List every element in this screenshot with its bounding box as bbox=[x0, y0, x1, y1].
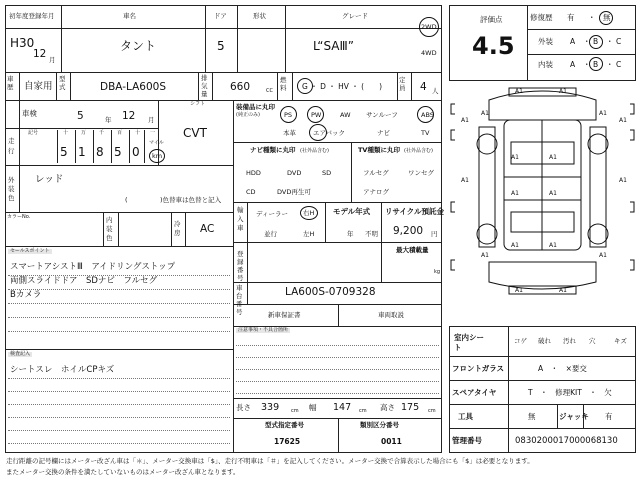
grade-option: ・ bbox=[583, 60, 591, 69]
shift-value: CVT bbox=[183, 126, 207, 140]
model-label: 型式 bbox=[59, 75, 66, 91]
notes-line bbox=[236, 357, 439, 358]
seat-item: 穴 bbox=[589, 337, 596, 345]
car-name-label: 車名 bbox=[123, 12, 136, 20]
length-label: 長さ bbox=[236, 403, 251, 412]
length-unit: cm bbox=[291, 408, 299, 414]
damage-mark: A1 bbox=[599, 252, 607, 259]
grade-option: ・ bbox=[606, 60, 614, 69]
damage-mark: A1 bbox=[461, 177, 469, 184]
km-unit: km bbox=[152, 152, 163, 160]
inspector-text: シートスレ ホイルCPキズ bbox=[10, 365, 115, 375]
damage-mark: A1 bbox=[515, 88, 523, 95]
mileage-digit: 8 bbox=[96, 145, 104, 159]
tv-sub: (社外品含む) bbox=[404, 148, 433, 154]
inspector-line bbox=[8, 378, 230, 379]
inspector-line bbox=[8, 404, 230, 405]
equipment-item: エアバック bbox=[313, 129, 345, 137]
mileage-divider bbox=[111, 130, 112, 163]
car-name: タント bbox=[120, 39, 157, 53]
color-note: ( )色替車は色替と記入 bbox=[125, 196, 222, 204]
navi-item: DVD再生可 bbox=[277, 188, 311, 196]
equipment-item: ABS bbox=[421, 111, 434, 119]
car-damage-diagram bbox=[449, 82, 636, 322]
tools-label: 工具 bbox=[458, 412, 473, 421]
grade-option: C bbox=[616, 37, 622, 46]
mileage-divider bbox=[144, 130, 145, 163]
drive-2wd: 2WD bbox=[421, 23, 437, 31]
registration-label: 登録番号 bbox=[237, 250, 244, 282]
recycle-yen: 円 bbox=[431, 230, 438, 238]
score-value: 4.5 bbox=[472, 32, 515, 60]
spare-value: T ・ 修理KIT ・ 欠 bbox=[528, 388, 612, 397]
inspection-year-unit: 年 bbox=[105, 116, 112, 124]
mileage-unit-header: 百 bbox=[117, 130, 123, 136]
equipment-item: AW bbox=[340, 111, 351, 119]
mileage-digit: 0 bbox=[132, 145, 140, 159]
sales-line bbox=[8, 303, 230, 304]
damage-mark: A1 bbox=[559, 88, 567, 95]
interior-color-label: 内装色 bbox=[106, 216, 113, 242]
recycle-amount: 9,200 bbox=[393, 225, 424, 237]
first-reg-month: 12 bbox=[33, 48, 47, 60]
shape-label: 形状 bbox=[253, 12, 266, 20]
height-value: 175 bbox=[401, 402, 420, 413]
windshield-value: A ・ ×要交 bbox=[538, 364, 587, 373]
inspector-line bbox=[8, 417, 230, 418]
tv-item: アナログ bbox=[363, 188, 389, 196]
color-code-label: カラーNo. bbox=[7, 214, 31, 220]
import-label: 輸入車 bbox=[237, 206, 244, 232]
import-right-handle: 右H bbox=[303, 209, 315, 217]
damage-mark: A1 bbox=[549, 242, 557, 249]
score-label: 評価点 bbox=[480, 15, 503, 24]
designation-value: 17625 bbox=[274, 437, 301, 446]
mileage-unit-header: 十 bbox=[135, 130, 141, 136]
first-reg-label: 初年度登録年月 bbox=[9, 12, 55, 20]
capacity: 4 bbox=[420, 81, 427, 93]
inspector-line bbox=[8, 430, 230, 431]
grade-option: C bbox=[616, 60, 622, 69]
model: DBA-LA600S bbox=[100, 81, 167, 93]
payload-kg: kg bbox=[434, 269, 441, 275]
model-year-label: モデル年式 bbox=[333, 207, 371, 216]
sales-point-text: スマートアシストⅢ アイドリングストップ bbox=[10, 262, 176, 272]
equipment-item: サンルーフ bbox=[366, 111, 398, 119]
interior-grade-label: 内装 bbox=[538, 60, 553, 69]
model-year-unknown: 不明 bbox=[365, 230, 378, 238]
repair-option: ・ bbox=[588, 13, 596, 22]
notes-line bbox=[236, 369, 439, 370]
inspector-line bbox=[8, 391, 230, 392]
mileage-divider bbox=[129, 130, 130, 163]
mileage-divider bbox=[93, 130, 94, 163]
mileage-unit-header: 一 bbox=[150, 130, 156, 136]
drive-4wd: 4WD bbox=[421, 49, 437, 57]
windshield-label: フロントガラス bbox=[452, 364, 505, 373]
first-reg-year: H30 bbox=[10, 36, 35, 50]
damage-mark: A1 bbox=[619, 177, 627, 184]
grade-option: B bbox=[593, 37, 599, 46]
grade-option: A bbox=[570, 37, 576, 46]
damage-mark: A1 bbox=[559, 287, 567, 294]
repair-option: 無 bbox=[603, 13, 611, 22]
navi-label: ナビ種類に丸印 bbox=[250, 146, 296, 154]
mileage-divider bbox=[75, 130, 76, 163]
seat-item: 汚れ bbox=[563, 337, 576, 345]
interior-seat-label: 室内シート bbox=[454, 333, 484, 352]
damage-mark: A1 bbox=[515, 287, 523, 294]
class-label: 車歴 bbox=[7, 75, 14, 91]
doc-warranty: 新車保証書 bbox=[268, 311, 301, 319]
exterior-label: 外装色 bbox=[8, 176, 15, 202]
repair-none-circle bbox=[599, 11, 613, 25]
spare-label: スペアタイヤ bbox=[452, 388, 497, 397]
mile-unit: マイル bbox=[149, 140, 164, 146]
ac-value: AC bbox=[200, 223, 215, 235]
tv-item: ワンセグ bbox=[408, 169, 434, 177]
width-unit: cm bbox=[359, 408, 367, 414]
tools-value: 無 bbox=[528, 412, 536, 421]
notes-line bbox=[236, 345, 439, 346]
chassis-number: LA600S-0709328 bbox=[285, 286, 376, 298]
equipment-label: 装備品に丸印 bbox=[236, 103, 275, 111]
damage-mark: A1 bbox=[511, 242, 519, 249]
notes-line bbox=[236, 381, 439, 382]
inspection-month-unit: 月 bbox=[148, 116, 155, 124]
doc-manual: 車両取説 bbox=[378, 311, 404, 319]
displacement-label: 排気量 bbox=[201, 74, 208, 98]
import-parallel: 並行 bbox=[264, 230, 277, 238]
width-value: 147 bbox=[333, 402, 352, 413]
exterior-grade-label: 外装 bbox=[538, 37, 553, 46]
grade-label: グレード bbox=[342, 12, 368, 20]
jack-value: 有 bbox=[605, 412, 613, 421]
navi-item: DVD bbox=[287, 169, 302, 177]
shift-label: シフト bbox=[190, 101, 206, 107]
damage-mark: A1 bbox=[619, 117, 627, 124]
capacity-label: 定員 bbox=[399, 76, 406, 92]
sales-line bbox=[8, 331, 230, 332]
sales-line bbox=[8, 289, 230, 290]
length-value: 339 bbox=[261, 402, 280, 413]
designation-label: 型式指定番号 bbox=[265, 421, 304, 429]
door-label: ドア bbox=[214, 12, 227, 20]
navi-item: HDD bbox=[246, 169, 261, 177]
navi-sub: (社外品含む) bbox=[300, 148, 329, 154]
inspection-year: 5 bbox=[77, 110, 84, 122]
grade-option: ・ bbox=[583, 37, 591, 46]
grade: L“SAⅢ” bbox=[313, 39, 355, 53]
cc-unit: CC bbox=[266, 88, 273, 94]
fuel-options: G ・ D ・ HV ・ ( ) bbox=[302, 82, 383, 91]
seat-item: コゲ bbox=[514, 337, 527, 345]
import-left-handle: 左H bbox=[303, 230, 315, 238]
jack-label: ジャッキ bbox=[559, 412, 589, 421]
tv-item: フルセグ bbox=[363, 169, 389, 177]
equipment-item: TV bbox=[421, 129, 430, 137]
grade-option: A bbox=[570, 60, 576, 69]
category-value: 0011 bbox=[381, 437, 402, 446]
equipment-item: ナビ bbox=[377, 129, 390, 137]
mileage-unit-label: 記号 bbox=[28, 130, 39, 136]
damage-mark: A1 bbox=[481, 110, 489, 117]
tv-label: TV種類に丸印 bbox=[358, 146, 400, 154]
equipment-item: PS bbox=[284, 111, 293, 119]
damage-mark: A1 bbox=[549, 154, 557, 161]
mileage-unit-header: 十 bbox=[63, 130, 69, 136]
equipment-item: PW bbox=[311, 111, 322, 119]
damage-mark: A1 bbox=[549, 190, 557, 197]
mgmt-label: 管理番号 bbox=[452, 436, 482, 445]
seat-item: 破れ bbox=[538, 337, 551, 345]
mileage-digit: 5 bbox=[114, 145, 122, 159]
mileage-digit: 5 bbox=[60, 145, 68, 159]
mileage-unit-header: 千 bbox=[99, 130, 105, 136]
inspector-line bbox=[8, 443, 230, 444]
import-dealer: ディーラー bbox=[256, 210, 288, 218]
mgmt-number: 0830200017000068130 bbox=[515, 436, 618, 446]
navi-item: CD bbox=[246, 188, 256, 196]
equipment-item: 本革 bbox=[283, 129, 296, 137]
mileage-label: 走行 bbox=[8, 137, 15, 155]
category-label: 類別区分番号 bbox=[360, 421, 399, 429]
height-label: 高さ bbox=[380, 403, 395, 412]
doors: 5 bbox=[217, 39, 225, 53]
sales-point-text: Bカメラ bbox=[10, 290, 42, 300]
inspection-label: 車検 bbox=[22, 109, 37, 118]
payload-label: 最大積載量 bbox=[396, 246, 429, 254]
usage: 自家用 bbox=[24, 81, 53, 92]
inspection-month: 12 bbox=[122, 110, 136, 122]
mileage-digit: 1 bbox=[78, 145, 86, 159]
chassis-label: 車台番号 bbox=[236, 284, 243, 316]
notes-label: 注意事項・不具合箇所 bbox=[238, 327, 289, 333]
repair-label: 修復歴 bbox=[530, 13, 553, 22]
damage-mark: A1 bbox=[599, 110, 607, 117]
exterior-b-circle bbox=[589, 35, 603, 49]
footer-line2: またメーター交換の条件を満たしていないものはメーター改ざん車となります。 bbox=[6, 468, 240, 476]
recycle-label: リサイクル預託金 bbox=[385, 207, 444, 216]
seat-item: キズ bbox=[614, 337, 627, 345]
fuel-label: 燃料 bbox=[280, 76, 287, 92]
sales-line bbox=[8, 317, 230, 318]
mileage-unit-header: 万 bbox=[81, 130, 87, 136]
grade-option: ・ bbox=[606, 37, 614, 46]
mileage-divider bbox=[57, 130, 58, 163]
inspector-label: 検査記入 bbox=[10, 351, 31, 357]
grade-option: B bbox=[593, 60, 599, 69]
displacement: 660 bbox=[230, 81, 251, 93]
damage-mark: A1 bbox=[461, 117, 469, 124]
equipment-sub: (純正のみ) bbox=[236, 112, 260, 118]
repair-option: 有 bbox=[567, 13, 575, 22]
person-unit: 人 bbox=[432, 87, 439, 95]
month-unit: 月 bbox=[49, 56, 56, 64]
notes-line bbox=[236, 393, 439, 394]
navi-item: SD bbox=[322, 169, 332, 177]
width-label: 幅 bbox=[309, 403, 317, 412]
ac-label: 冷房 bbox=[174, 220, 181, 237]
damage-mark: A1 bbox=[511, 154, 519, 161]
sales-point-text: 両側スライドドア SDナビ フルセグ bbox=[10, 276, 158, 286]
height-unit: cm bbox=[428, 408, 436, 414]
exterior-color: レッド bbox=[35, 174, 64, 185]
damage-mark: A1 bbox=[481, 252, 489, 259]
model-year-unit: 年 bbox=[347, 230, 354, 238]
sales-points-label: セールスポイント bbox=[10, 248, 50, 254]
footer-line1: 走行距離の記号欄にはメーター改ざん車は「＊」、メーター交換車は「$」、走行不明車は「＃」を記入してください。メーター交換で合算表示した場合にも「$」は必要となります。 bbox=[6, 457, 534, 465]
damage-mark: A1 bbox=[511, 190, 519, 197]
interior-b-circle bbox=[589, 57, 603, 71]
